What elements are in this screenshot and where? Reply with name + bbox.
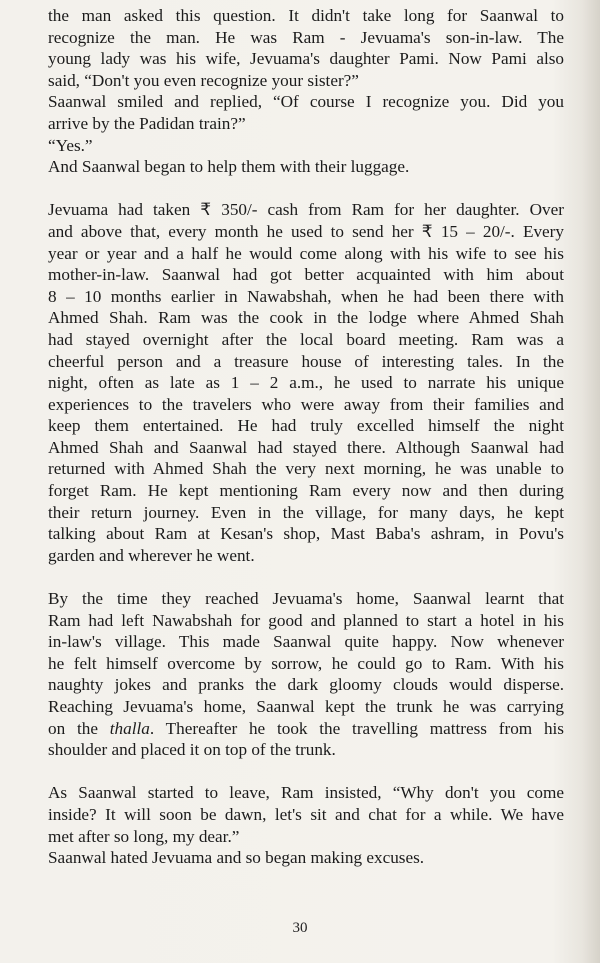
paragraph	[48, 782, 564, 847]
text-line: returned with Ahmed Shah the very next morning, he was unable to	[48, 459, 564, 479]
text-line: shoulder and placed it on top of the trunk.	[48, 740, 336, 760]
text-line: inside? It will soon be dawn, let's sit and chat for a while. We have	[48, 804, 564, 824]
text-line: Saanwal smiled and replied, “Of course I recognize you. Did you	[48, 92, 564, 112]
text-fragment: . Thereafter he took the travelling mattress from his	[149, 718, 564, 738]
text-line: experiences to the travelers who were away from their families and	[48, 394, 564, 414]
text-line: mother-in-law. Saanwal had got better acquainted with him about	[48, 265, 564, 285]
text-line: keep them entertained. He had truly excelled himself the night	[48, 416, 564, 436]
text-line: garden and wherever he went.	[48, 545, 255, 565]
text-line: said, “Don't you even recognize your sister?”	[48, 70, 359, 90]
body-text	[48, 5, 564, 869]
text-line: Jevuama had taken ₹ 350/- cash from Ram for her daughter. Over	[48, 200, 564, 220]
text-line: young lady was his wife, Jevuama's daughter Pami. Now Pami also	[48, 49, 564, 69]
text-line: met after so long, my dear.”	[48, 826, 240, 846]
text-line: talking about Ram at Kesan's shop, Mast Baba's ashram, in Povu's	[48, 524, 564, 544]
text-line: 8 – 10 months earlier in Nawabshah, when he had been there with	[48, 286, 564, 306]
text-line: cheerful person and a treasure house of interesting tales. In the	[48, 351, 564, 371]
text-line: had stayed overnight after the local board meeting. Ram was a	[48, 329, 564, 349]
text-line: Reaching Jevuama's home, Saanwal kept the trunk he was carrying	[48, 697, 564, 716]
text-line: And Saanwal began to help them with their luggage.	[48, 157, 410, 177]
paragraph-gap	[48, 178, 564, 200]
text-line: “Yes.”	[48, 135, 93, 155]
text-line: and above that, every month he used to send her ₹ 15 – 20/-. Every	[48, 221, 564, 241]
text-line: in-law's village. This made Saanwal quite happy. Now whenever	[48, 632, 564, 652]
text-line: By the time they reached Jevuama's home, Saanwal learnt that	[48, 589, 564, 609]
text-line: night, often as late as 1 – 2 a.m., he used to narrate his unique	[48, 373, 564, 393]
paragraph	[48, 135, 564, 157]
text-line: recognize the man. He was Ram - Jevuama's son-in-law. The	[48, 27, 564, 47]
text-line: year or year and a half he would come along with his wife to see his	[48, 243, 564, 263]
text-fragment: on the	[48, 718, 110, 738]
text-line: forget Ram. He kept mentioning Ram every now and then during	[48, 481, 564, 501]
text-line: Ahmed Shah and Saanwal had stayed there. Although Saanwal had	[48, 437, 564, 457]
text-line: he felt himself overcome by sorrow, he could go to Ram. With his	[48, 653, 564, 673]
text-line: Ahmed Shah. Ram was the cook in the lodge where Ahmed Shah	[48, 308, 564, 328]
text-line: naughty jokes and pranks the dark gloomy clouds would disperse.	[48, 675, 564, 695]
paragraph	[48, 588, 564, 761]
text-line	[48, 718, 564, 740]
text-line: the man asked this question. It didn't take long for Saanwal to	[48, 6, 564, 25]
italic-word: thalla	[109, 718, 150, 738]
text-line: Saanwal hated Jevuama and so began making excuses.	[48, 848, 425, 868]
text-line: arrive by the Padidan train?”	[48, 113, 246, 133]
paragraph-gap	[48, 566, 564, 588]
text-line: As Saanwal started to leave, Ram insisted, “Why don't you come	[48, 783, 564, 803]
paragraph	[48, 91, 564, 134]
text-line: their return journey. Even in the village, for many days, he kept	[48, 502, 564, 522]
text-line: Ram had left Nawabshah for good and planned to start a hotel in his	[48, 610, 564, 630]
paragraph	[48, 5, 564, 91]
paragraph	[48, 199, 564, 566]
paragraph	[48, 156, 564, 178]
page-number: 30	[292, 920, 308, 936]
paragraph	[48, 847, 564, 869]
paragraph-gap	[48, 761, 564, 783]
